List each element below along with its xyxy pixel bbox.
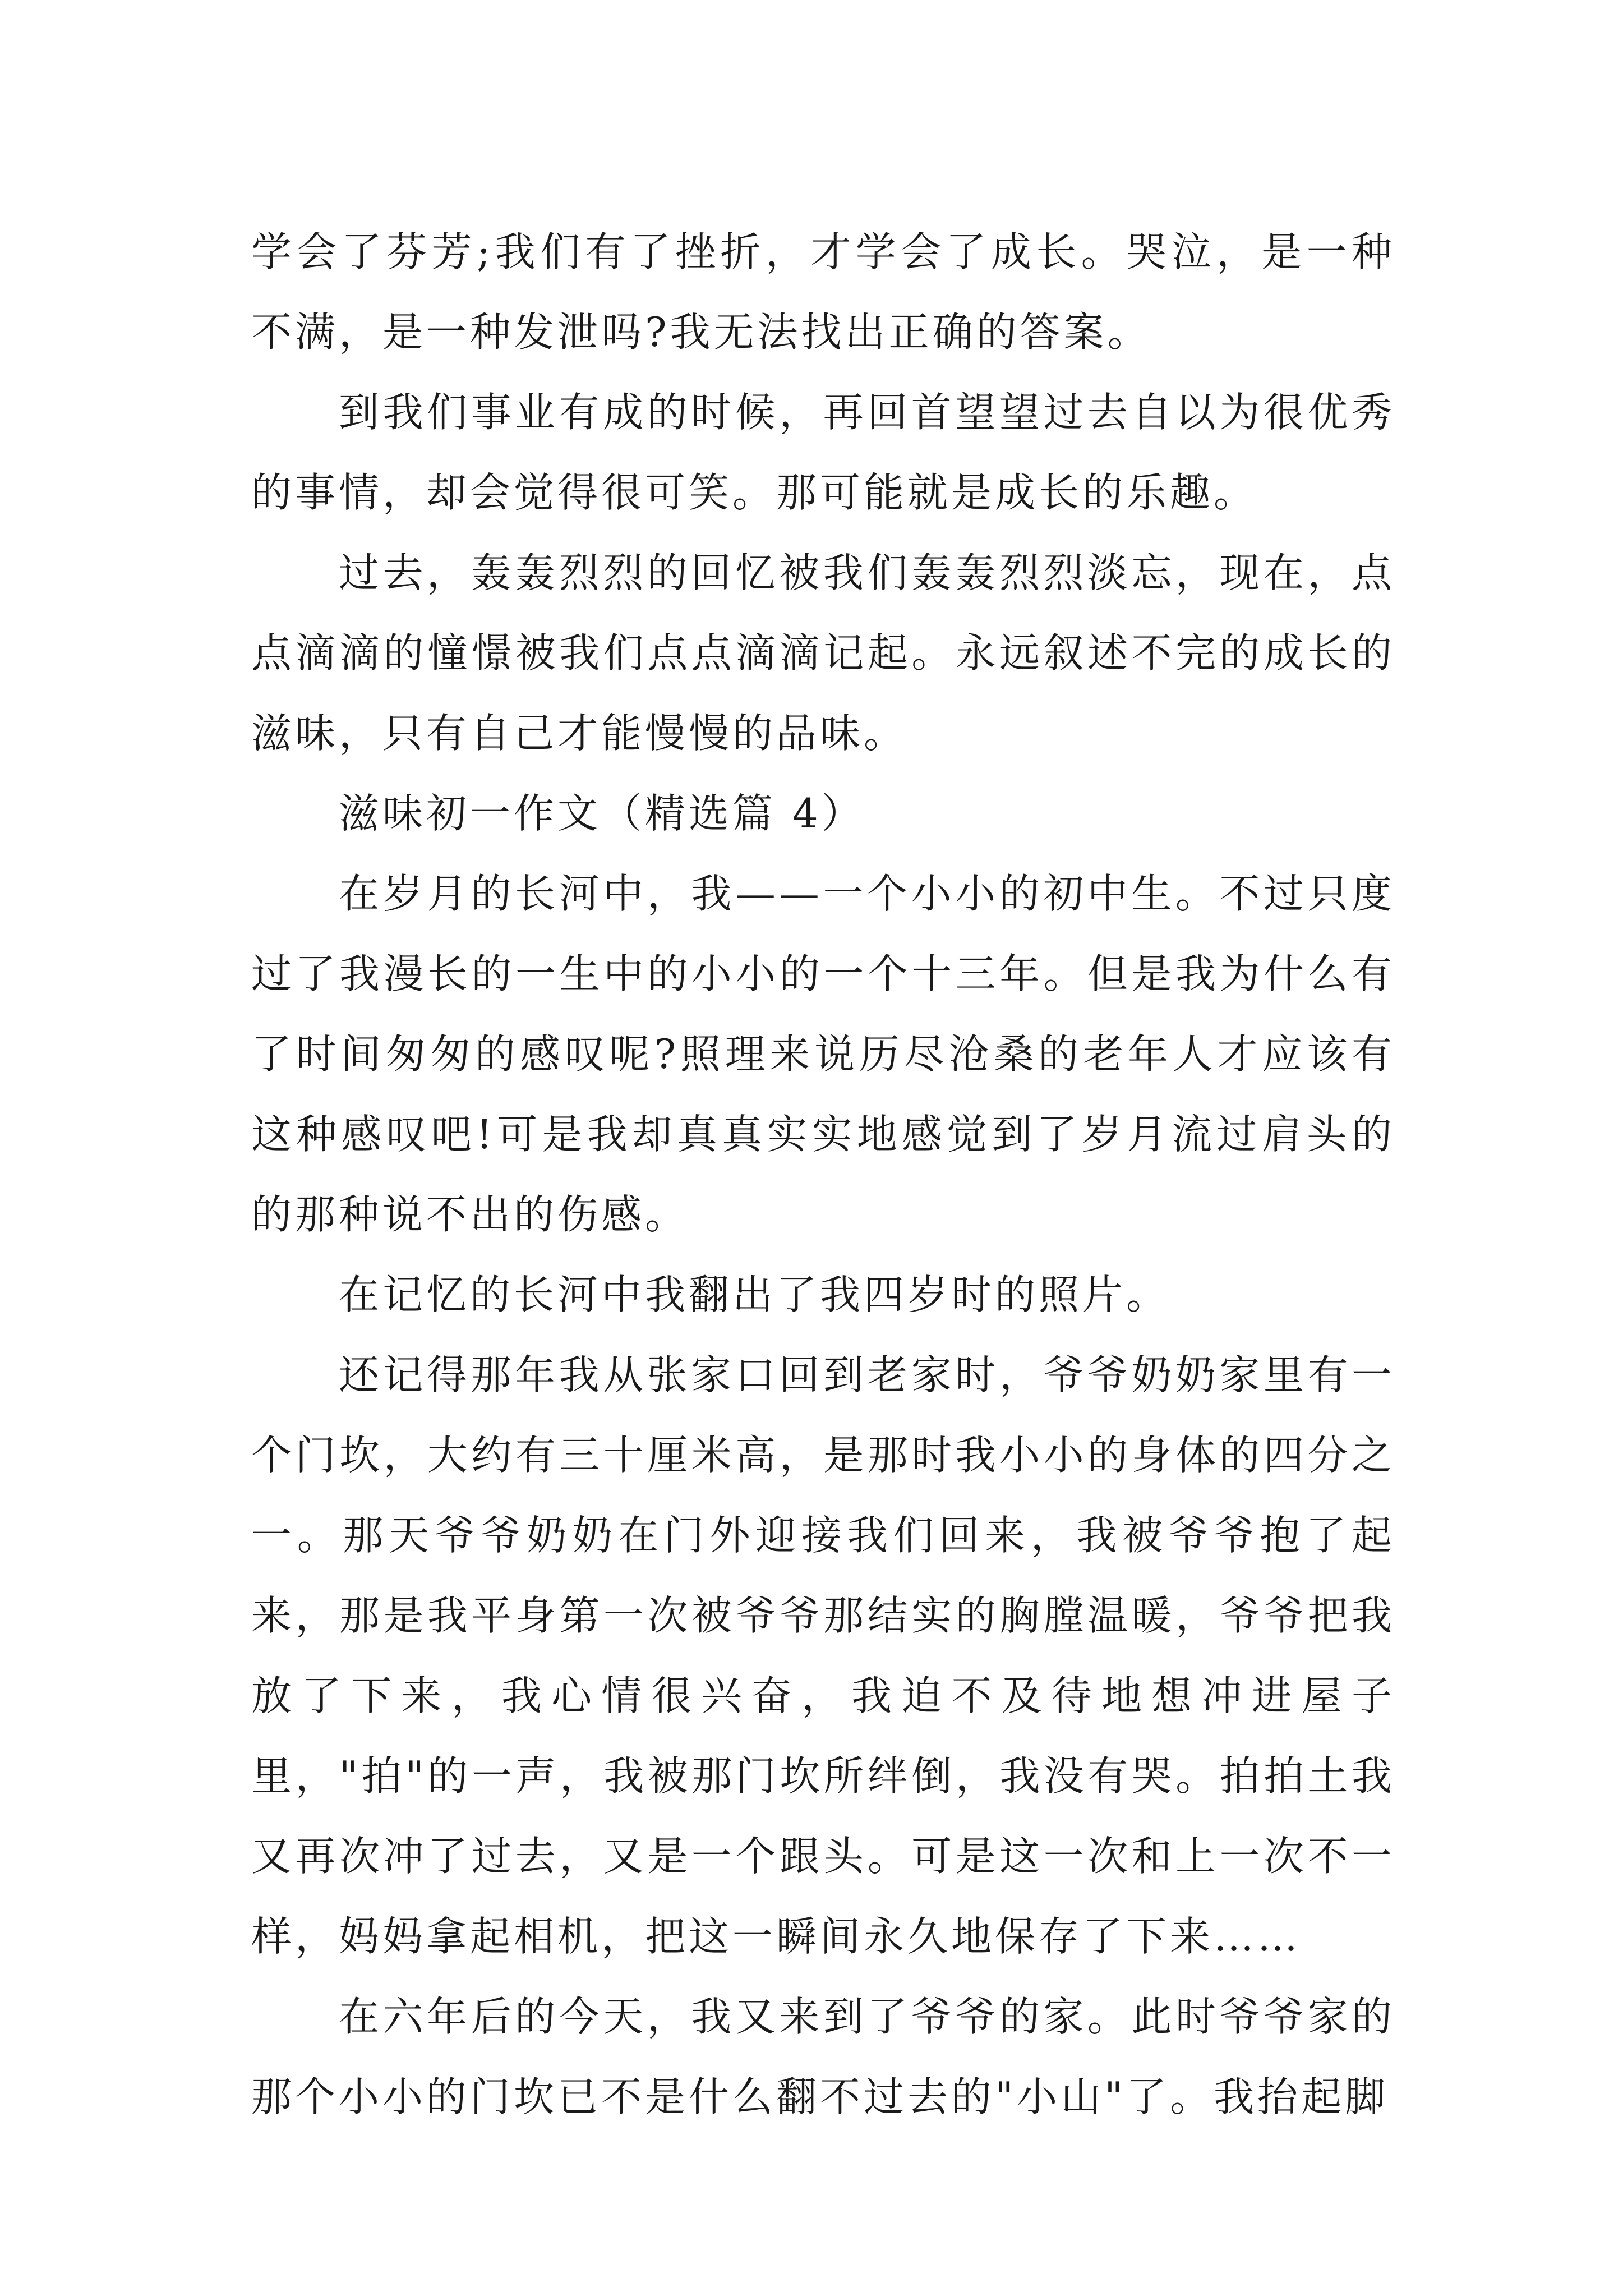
paragraph-5: 在记忆的长河中我翻出了我四岁时的照片。 — [339, 1271, 1170, 1318]
document-body — [251, 212, 1395, 2137]
paragraph-2: 到我们事业有成的时候，再回首望望过去自以为很优秀的事情，却会觉得很可笑。那可能就是成长的乐趣。 — [251, 389, 1395, 516]
paragraph-1: 学会了芬芳;我们有了挫折，才学会了成长。哭泣，是一种不满，是一种发泄吗?我无法找出正确的答案。 — [251, 228, 1395, 356]
section-heading: 滋味初一作文（精选篇 4） — [339, 790, 865, 837]
paragraph-6: 还记得那年我从张家口回到老家时，爷爷奶奶家里有一个门坎，大约有三十厘米高，是那时我小小的身体的四分之一。那天爷爷奶奶在门外迎接我们回来，我被爷爷抱了起来，那是我平身第一次被爷爷那结实的胸膛温暖，爷爷把我放了下来，我心情很兴奋，我迫不及待地想冲进屋子里，"拍"的一声，我被那门坎所绊倒，我没有哭。拍拍土我又再次冲了过去，又是一个跟头。可是这一次和上一次不一样，妈妈拿起相机，把这一瞬间永久地保存了下来…… — [251, 1351, 1395, 1960]
paragraph-3: 过去，轰轰烈烈的回忆被我们轰轰烈烈淡忘，现在，点点滴滴的憧憬被我们点点滴滴记起。永远叙述不完的成长的滋味，只有自己才能慢慢的品味。 — [251, 549, 1395, 757]
paragraph-7: 在六年后的今天，我又来到了爷爷的家。此时爷爷家的那个小小的门坎已不是什么翻不过去的"小山"了。我抬起脚 — [251, 1993, 1395, 2120]
paragraph-4: 在岁月的长河中，我——一个小小的初中生。不过只度过了我漫长的一生中的小小的一个十三年。但是我为什么有了时间匆匆的感叹呢?照理来说历尽沧桑的老年人才应该有这种感叹吧!可是我却真真实实地感觉到了岁月流过肩头的的那种说不出的伤感。 — [251, 870, 1395, 1238]
